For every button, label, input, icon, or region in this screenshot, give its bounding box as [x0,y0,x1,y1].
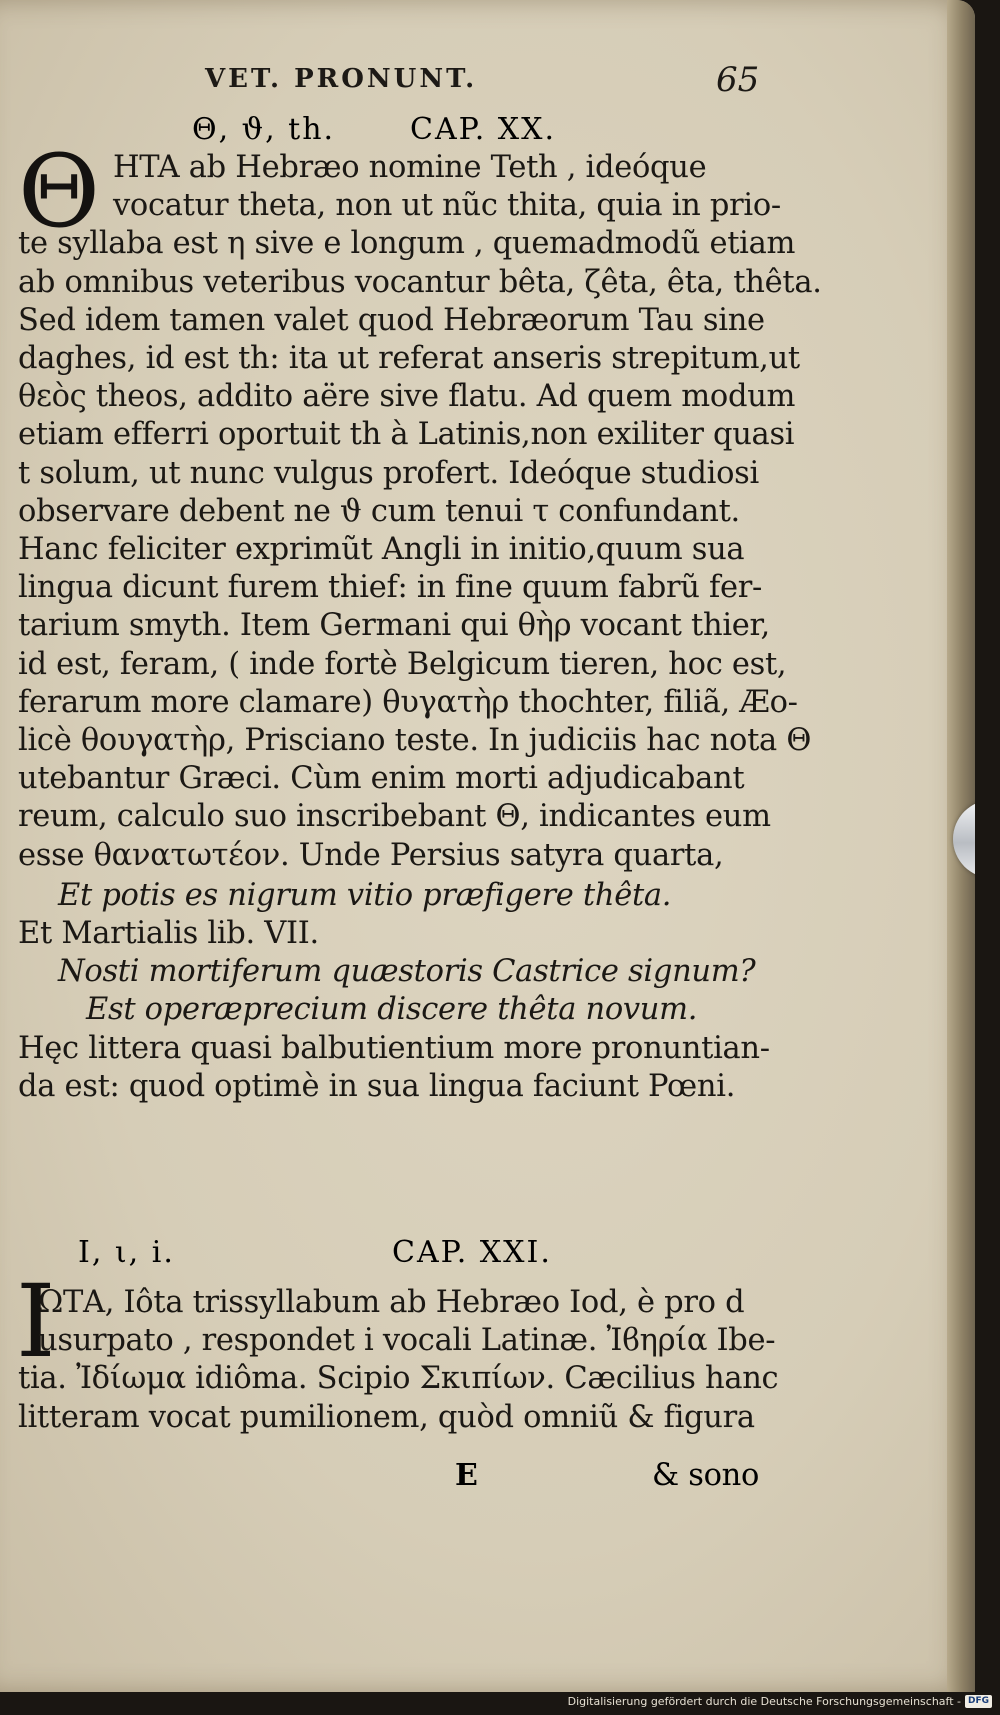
text-line: ferarum more clamare) θυγατὴρ thochter, filiã, Æo- [18,684,798,720]
text-line: utebantur Græci. Cùm enim morti adjudicabant [18,761,745,797]
text-line: te syllaba est η sive e longum , quemadmodũ etiam [18,226,796,262]
text-line: da est: quod optimè in sua lingua faciunt Pœni. [18,1068,736,1104]
verse-line: Nosti mortiferum quæstoris Castrice signum? [58,954,756,990]
text-line: lingua dicunt furem thief: in fine quum fabrũ fer- [18,570,763,606]
footer-credit [568,1695,992,1708]
signature-mark: E [455,1458,478,1493]
chapter20-letters: Θ, ϑ, th. [192,112,336,147]
text-line: Sed idem tamen valet quod Hebræorum Tau sine [18,302,765,338]
text-line: tarium smyth. Item Germani qui θὴρ vocant thier, [18,608,770,644]
text-line: θεὸς theos, addito aëre sive flatu. Ad quem modum [18,379,796,415]
text-line: etiam efferri oportuit th à Latinis,non exiliter quasi [18,417,795,453]
text-line: daghes, id est th: ita ut referat anseris strepitum,ut [18,341,800,376]
dfg-logo: DFG [965,1695,992,1708]
page-number: 65 [716,60,760,100]
text-line: HTA ab Hebræo nomine Teth , ideóque [113,150,707,185]
chapter21-letters: I, ι, i. [78,1235,175,1270]
catchword: & sono [652,1458,760,1493]
footer-text: Digitalisierung gefördert durch die Deutsche Forschungsgemeinschaft - [567,1695,961,1708]
text-line: id est, feram, ( inde fortè Belgicum tieren, hoc est, [18,646,787,682]
chapter20-title: CAP. XX. [410,112,557,147]
text-line: Hanc feliciter exprimũt Angli in initio,quum sua [18,532,745,567]
text-line: t solum, ut nunc vulgus profert. Ideóque studiosi [18,455,759,491]
text-line: ΩΤΑ, Iôta trissyllabum ab Hebræo Iod, è pro d [38,1285,745,1320]
verse-line: Et potis es nigrum vitio præfigere thêta. [58,877,672,913]
text-line: vocatur theta, non ut nũc thita, quia in prio- [113,188,781,224]
text-line: tia. Ἰδίωμα idiôma. Scipio Σκιπίων. Cæcilius hanc [18,1361,779,1397]
drop-cap-theta: Θ [18,133,100,250]
drop-cap-iota: I [16,1263,56,1380]
verse-line: Est operæprecium discere thêta novum. [86,992,698,1028]
running-head: VET. PRONUNT. [205,64,478,94]
text-line: litteram vocat pumilionem, quòd omniũ & figura [18,1399,755,1435]
text-line: ab omnibus veteribus vocantur bêta, ζêta, êta, thêta. [18,264,822,300]
chapter21-title: CAP. XXI. [392,1235,552,1270]
text-line: observare debent ne ϑ cum tenui τ confundant. [18,493,740,529]
text-line: reum, calculo suo inscribebant Θ, indicantes eum [18,799,771,835]
text-line: Hęc littera quasi balbutientium more pronuntian- [18,1030,770,1066]
text-line: esse θανατωτέον. Unde Persius satyra quarta, [18,837,724,873]
text-line: Et Martialis lib. VII. [18,916,319,951]
text-line: usurpato , respondet i vocali Latinæ. Ἰϐηρία Ibe- [38,1323,776,1359]
text-line: licè θουγατὴρ, Prisciano teste. In judiciis hac nota Θ [18,723,812,758]
